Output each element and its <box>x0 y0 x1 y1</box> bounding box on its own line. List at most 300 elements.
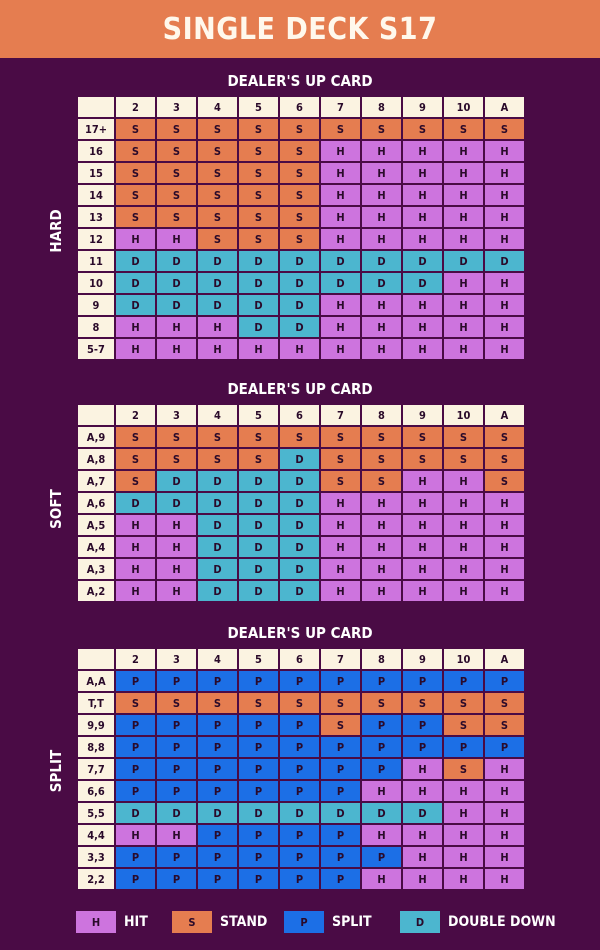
strategy-cell: P <box>197 868 238 890</box>
dealer-card-5: 5 <box>238 648 279 670</box>
dealer-card-a: A <box>484 96 525 118</box>
dealer-card-2: 2 <box>115 404 156 426</box>
table-row <box>77 118 525 140</box>
strategy-cell: S <box>402 118 443 140</box>
strategy-cell: S <box>443 692 484 714</box>
strategy-cell: S <box>361 426 402 448</box>
player-hand-label: 8 <box>77 316 115 338</box>
strategy-cell: H <box>484 294 525 316</box>
strategy-cell: P <box>197 670 238 692</box>
strategy-cell: D <box>115 294 156 316</box>
strategy-cell: S <box>197 692 238 714</box>
legend-double-down <box>400 910 556 934</box>
strategy-cell: S <box>320 692 361 714</box>
strategy-cell: S <box>484 470 525 492</box>
strategy-cell: P <box>443 736 484 758</box>
dealer-card-10: 10 <box>443 96 484 118</box>
strategy-cell: P <box>279 780 320 802</box>
strategy-cell: P <box>279 736 320 758</box>
strategy-cell: H <box>402 514 443 536</box>
strategy-cell: H <box>115 338 156 360</box>
strategy-cell: H <box>115 558 156 580</box>
strategy-cell: P <box>238 736 279 758</box>
strategy-cell: D <box>238 272 279 294</box>
strategy-cell: S <box>115 140 156 162</box>
strategy-cell: P <box>115 670 156 692</box>
strategy-cell: H <box>402 140 443 162</box>
player-hand-label: 5-7 <box>77 338 115 360</box>
table-row <box>77 206 525 228</box>
strategy-cell: S <box>361 470 402 492</box>
strategy-cell: H <box>156 536 197 558</box>
table-row <box>77 514 525 536</box>
strategy-cell: P <box>320 868 361 890</box>
strategy-cell: H <box>361 316 402 338</box>
strategy-cell: H <box>320 536 361 558</box>
strategy-cell: D <box>197 536 238 558</box>
strategy-cell: S <box>361 118 402 140</box>
strategy-cell: S <box>320 118 361 140</box>
legend-swatch-split: P <box>284 911 324 933</box>
strategy-cell: P <box>238 758 279 780</box>
strategy-cell: S <box>484 426 525 448</box>
strategy-cell: S <box>156 140 197 162</box>
table-row <box>77 426 525 448</box>
strategy-cell: D <box>361 272 402 294</box>
player-hand-label: A,3 <box>77 558 115 580</box>
strategy-cell: H <box>484 780 525 802</box>
strategy-cell: D <box>197 294 238 316</box>
table-row <box>77 736 525 758</box>
strategy-cell: D <box>115 802 156 824</box>
player-hand-label: 17+ <box>77 118 115 140</box>
player-hand-label: 13 <box>77 206 115 228</box>
strategy-cell: S <box>238 228 279 250</box>
strategy-cell: H <box>402 824 443 846</box>
dealer-card-5: 5 <box>238 404 279 426</box>
player-hand-label: 10 <box>77 272 115 294</box>
dealer-card-a: A <box>484 648 525 670</box>
strategy-cell: D <box>279 514 320 536</box>
player-hand-label: 5,5 <box>77 802 115 824</box>
player-hand-label: A,8 <box>77 448 115 470</box>
table-row <box>77 272 525 294</box>
strategy-cell: D <box>443 250 484 272</box>
strategy-cell: H <box>443 558 484 580</box>
strategy-cell: H <box>402 558 443 580</box>
strategy-cell: P <box>320 736 361 758</box>
strategy-cell: H <box>238 338 279 360</box>
strategy-cell: H <box>484 206 525 228</box>
strategy-cell: H <box>156 558 197 580</box>
strategy-cell: P <box>238 824 279 846</box>
strategy-cell: S <box>443 758 484 780</box>
strategy-cell: D <box>238 316 279 338</box>
legend-split <box>284 910 372 934</box>
strategy-cell: H <box>443 272 484 294</box>
player-hand-label: 11 <box>77 250 115 272</box>
strategy-cell: H <box>156 580 197 602</box>
strategy-cell: S <box>484 692 525 714</box>
table-row <box>77 250 525 272</box>
strategy-cell: H <box>443 868 484 890</box>
strategy-cell: D <box>115 250 156 272</box>
dealer-card-3: 3 <box>156 648 197 670</box>
strategy-cell: P <box>238 868 279 890</box>
strategy-cell: P <box>361 736 402 758</box>
strategy-cell: P <box>197 846 238 868</box>
dealer-card-header-row <box>77 648 525 670</box>
legend-label-double-down: DOUBLE DOWN <box>448 914 556 930</box>
strategy-cell: D <box>361 250 402 272</box>
dealer-card-8: 8 <box>361 404 402 426</box>
table-row <box>77 802 525 824</box>
strategy-cell: S <box>443 118 484 140</box>
table-row <box>77 714 525 736</box>
strategy-cell: P <box>156 868 197 890</box>
strategy-cell: H <box>402 162 443 184</box>
strategy-cell: D <box>279 294 320 316</box>
strategy-cell: H <box>443 206 484 228</box>
strategy-cell: S <box>156 162 197 184</box>
strategy-cell: H <box>484 824 525 846</box>
strategy-cell: D <box>156 802 197 824</box>
dealer-card-2: 2 <box>115 96 156 118</box>
strategy-cell: S <box>156 692 197 714</box>
strategy-cell: D <box>238 294 279 316</box>
player-hand-label: A,A <box>77 670 115 692</box>
strategy-cell: D <box>279 580 320 602</box>
strategy-cell: H <box>484 162 525 184</box>
strategy-cell: D <box>279 272 320 294</box>
strategy-cell: D <box>115 492 156 514</box>
strategy-cell: S <box>238 162 279 184</box>
strategy-cell: D <box>197 558 238 580</box>
strategy-cell: P <box>197 736 238 758</box>
strategy-cell: S <box>238 140 279 162</box>
strategy-cell: P <box>279 670 320 692</box>
strategy-cell: S <box>156 448 197 470</box>
strategy-cell: P <box>156 736 197 758</box>
strategy-cell: S <box>320 426 361 448</box>
strategy-cell: P <box>156 714 197 736</box>
strategy-cell: D <box>197 272 238 294</box>
strategy-cell: D <box>279 536 320 558</box>
table-row <box>77 294 525 316</box>
dealer-card-6: 6 <box>279 404 320 426</box>
dealer-card-3: 3 <box>156 404 197 426</box>
strategy-cell: P <box>197 714 238 736</box>
table-row <box>77 184 525 206</box>
player-hand-label: A,5 <box>77 514 115 536</box>
strategy-cell: H <box>484 184 525 206</box>
strategy-cell: P <box>361 714 402 736</box>
strategy-cell: P <box>115 736 156 758</box>
strategy-cell: S <box>443 426 484 448</box>
strategy-cell: H <box>484 272 525 294</box>
strategy-cell: S <box>238 426 279 448</box>
strategy-cell: H <box>402 228 443 250</box>
strategy-cell: D <box>238 536 279 558</box>
strategy-cell: H <box>443 316 484 338</box>
strategy-cell: S <box>238 184 279 206</box>
table-row <box>77 162 525 184</box>
strategy-cell: P <box>320 670 361 692</box>
hard-dealer-header: DEALER'S UP CARD <box>227 72 373 90</box>
table-row <box>77 536 525 558</box>
table-row <box>77 824 525 846</box>
player-hand-label: 16 <box>77 140 115 162</box>
strategy-cell: S <box>156 206 197 228</box>
strategy-cell: P <box>115 846 156 868</box>
player-hand-label: 9 <box>77 294 115 316</box>
strategy-cell: S <box>156 426 197 448</box>
strategy-cell: D <box>279 316 320 338</box>
strategy-cell: H <box>443 294 484 316</box>
soft-section-label: SOFT <box>47 489 65 529</box>
strategy-cell: H <box>279 338 320 360</box>
strategy-cell: P <box>279 868 320 890</box>
soft-totals-table <box>76 403 526 603</box>
strategy-cell: H <box>484 338 525 360</box>
strategy-cell: S <box>402 692 443 714</box>
dealer-card-7: 7 <box>320 404 361 426</box>
dealer-card-10: 10 <box>443 404 484 426</box>
strategy-cell: S <box>197 162 238 184</box>
player-hand-label: 3,3 <box>77 846 115 868</box>
strategy-cell: P <box>402 714 443 736</box>
pair-splitting-table <box>76 647 526 891</box>
strategy-cell: D <box>156 470 197 492</box>
strategy-cell: H <box>320 514 361 536</box>
strategy-cell: H <box>320 162 361 184</box>
dealer-card-3: 3 <box>156 96 197 118</box>
strategy-cell: H <box>320 492 361 514</box>
strategy-cell: S <box>156 184 197 206</box>
strategy-cell: H <box>361 558 402 580</box>
strategy-cell: S <box>115 470 156 492</box>
strategy-cell: P <box>156 846 197 868</box>
strategy-cell: H <box>361 228 402 250</box>
strategy-cell: H <box>402 536 443 558</box>
strategy-cell: P <box>320 758 361 780</box>
strategy-cell: D <box>320 272 361 294</box>
split-dealer-header: DEALER'S UP CARD <box>227 624 373 642</box>
strategy-cell: S <box>279 184 320 206</box>
strategy-cell: D <box>320 802 361 824</box>
strategy-cell: H <box>320 140 361 162</box>
strategy-cell: D <box>156 294 197 316</box>
strategy-cell: H <box>484 228 525 250</box>
table-row <box>77 758 525 780</box>
player-hand-label: 15 <box>77 162 115 184</box>
strategy-cell: P <box>279 714 320 736</box>
strategy-cell: D <box>279 470 320 492</box>
table-row <box>77 338 525 360</box>
strategy-cell: H <box>320 338 361 360</box>
strategy-cell: S <box>320 448 361 470</box>
dealer-card-7: 7 <box>320 96 361 118</box>
player-hand-label: 7,7 <box>77 758 115 780</box>
strategy-cell: D <box>238 470 279 492</box>
strategy-cell: H <box>361 580 402 602</box>
table-row <box>77 846 525 868</box>
strategy-cell: D <box>279 250 320 272</box>
dealer-card-10: 10 <box>443 648 484 670</box>
strategy-cell: D <box>197 250 238 272</box>
strategy-cell: P <box>197 780 238 802</box>
legend-label-stand: STAND <box>220 914 268 930</box>
legend-hit <box>76 910 148 934</box>
player-hand-label: A,2 <box>77 580 115 602</box>
strategy-cell: H <box>402 758 443 780</box>
strategy-cell: H <box>443 184 484 206</box>
strategy-cell: H <box>156 228 197 250</box>
player-hand-label: 14 <box>77 184 115 206</box>
dealer-card-2: 2 <box>115 648 156 670</box>
strategy-cell: S <box>197 184 238 206</box>
soft-dealer-header: DEALER'S UP CARD <box>227 380 373 398</box>
strategy-cell: S <box>279 692 320 714</box>
strategy-cell: D <box>238 250 279 272</box>
strategy-cell: H <box>402 206 443 228</box>
table-row <box>77 670 525 692</box>
player-hand-label: 12 <box>77 228 115 250</box>
strategy-cell: S <box>238 206 279 228</box>
strategy-cell: S <box>156 118 197 140</box>
strategy-cell: P <box>361 670 402 692</box>
strategy-cell: H <box>402 316 443 338</box>
strategy-cell: P <box>197 824 238 846</box>
strategy-cell: S <box>443 448 484 470</box>
strategy-cell: S <box>320 470 361 492</box>
strategy-cell: H <box>361 294 402 316</box>
strategy-cell: H <box>361 868 402 890</box>
strategy-cell: H <box>443 580 484 602</box>
dealer-card-header-row <box>77 404 525 426</box>
table-row <box>77 868 525 890</box>
dealer-card-7: 7 <box>320 648 361 670</box>
player-hand-label: 4,4 <box>77 824 115 846</box>
strategy-cell: H <box>402 492 443 514</box>
strategy-cell: D <box>197 802 238 824</box>
strategy-cell: H <box>361 824 402 846</box>
table-row <box>77 316 525 338</box>
strategy-cell: H <box>443 140 484 162</box>
strategy-cell: H <box>361 492 402 514</box>
strategy-cell: D <box>156 250 197 272</box>
player-hand-label: 6,6 <box>77 780 115 802</box>
strategy-cell: P <box>197 758 238 780</box>
strategy-cell: P <box>238 780 279 802</box>
strategy-cell: H <box>484 140 525 162</box>
strategy-cell: H <box>402 470 443 492</box>
strategy-cell: S <box>115 692 156 714</box>
strategy-cell: H <box>156 514 197 536</box>
strategy-cell: P <box>361 758 402 780</box>
page-title: SINGLE DECK S17 <box>0 0 600 58</box>
strategy-cell: H <box>402 338 443 360</box>
player-hand-label: A,6 <box>77 492 115 514</box>
dealer-card-8: 8 <box>361 96 402 118</box>
strategy-cell: D <box>197 492 238 514</box>
table-corner <box>77 648 115 670</box>
strategy-cell: H <box>443 824 484 846</box>
strategy-cell: S <box>484 448 525 470</box>
strategy-cell: P <box>156 758 197 780</box>
strategy-cell: H <box>484 802 525 824</box>
dealer-card-5: 5 <box>238 96 279 118</box>
strategy-cell: D <box>279 448 320 470</box>
strategy-cell: P <box>320 780 361 802</box>
strategy-cell: D <box>238 492 279 514</box>
strategy-cell: S <box>402 426 443 448</box>
strategy-cell: S <box>197 118 238 140</box>
table-row <box>77 780 525 802</box>
strategy-cell: H <box>484 846 525 868</box>
strategy-cell: H <box>361 536 402 558</box>
strategy-cell: D <box>238 514 279 536</box>
strategy-cell: H <box>361 338 402 360</box>
table-row <box>77 448 525 470</box>
strategy-cell: H <box>402 780 443 802</box>
player-hand-label: T,T <box>77 692 115 714</box>
strategy-cell: D <box>279 492 320 514</box>
strategy-cell: H <box>443 162 484 184</box>
hard-totals-table <box>76 95 526 361</box>
strategy-cell: P <box>279 846 320 868</box>
table-row <box>77 470 525 492</box>
strategy-cell: D <box>156 492 197 514</box>
strategy-cell: P <box>484 670 525 692</box>
strategy-cell: S <box>197 228 238 250</box>
strategy-cell: P <box>443 670 484 692</box>
legend-stand <box>172 910 267 934</box>
strategy-cell: H <box>484 580 525 602</box>
strategy-cell: P <box>402 670 443 692</box>
strategy-cell: D <box>238 580 279 602</box>
strategy-cell: S <box>197 206 238 228</box>
strategy-cell: S <box>115 448 156 470</box>
strategy-cell: S <box>197 426 238 448</box>
strategy-cell: D <box>402 250 443 272</box>
dealer-card-4: 4 <box>197 648 238 670</box>
strategy-cell: H <box>484 514 525 536</box>
player-hand-label: 9,9 <box>77 714 115 736</box>
strategy-cell: H <box>443 536 484 558</box>
strategy-cell: S <box>238 692 279 714</box>
strategy-cell: P <box>238 714 279 736</box>
strategy-cell: H <box>443 492 484 514</box>
strategy-cell: S <box>115 184 156 206</box>
strategy-cell: P <box>279 824 320 846</box>
player-hand-label: A,7 <box>77 470 115 492</box>
strategy-cell: H <box>402 184 443 206</box>
strategy-cell: S <box>443 714 484 736</box>
strategy-cell: H <box>484 868 525 890</box>
dealer-card-8: 8 <box>361 648 402 670</box>
strategy-cell: H <box>443 338 484 360</box>
strategy-cell: S <box>238 448 279 470</box>
strategy-cell: S <box>402 448 443 470</box>
strategy-cell: H <box>320 316 361 338</box>
legend-label-split: SPLIT <box>332 914 372 930</box>
strategy-cell: H <box>156 338 197 360</box>
strategy-cell: S <box>484 118 525 140</box>
strategy-cell: H <box>484 758 525 780</box>
table-row <box>77 692 525 714</box>
strategy-cell: P <box>361 846 402 868</box>
